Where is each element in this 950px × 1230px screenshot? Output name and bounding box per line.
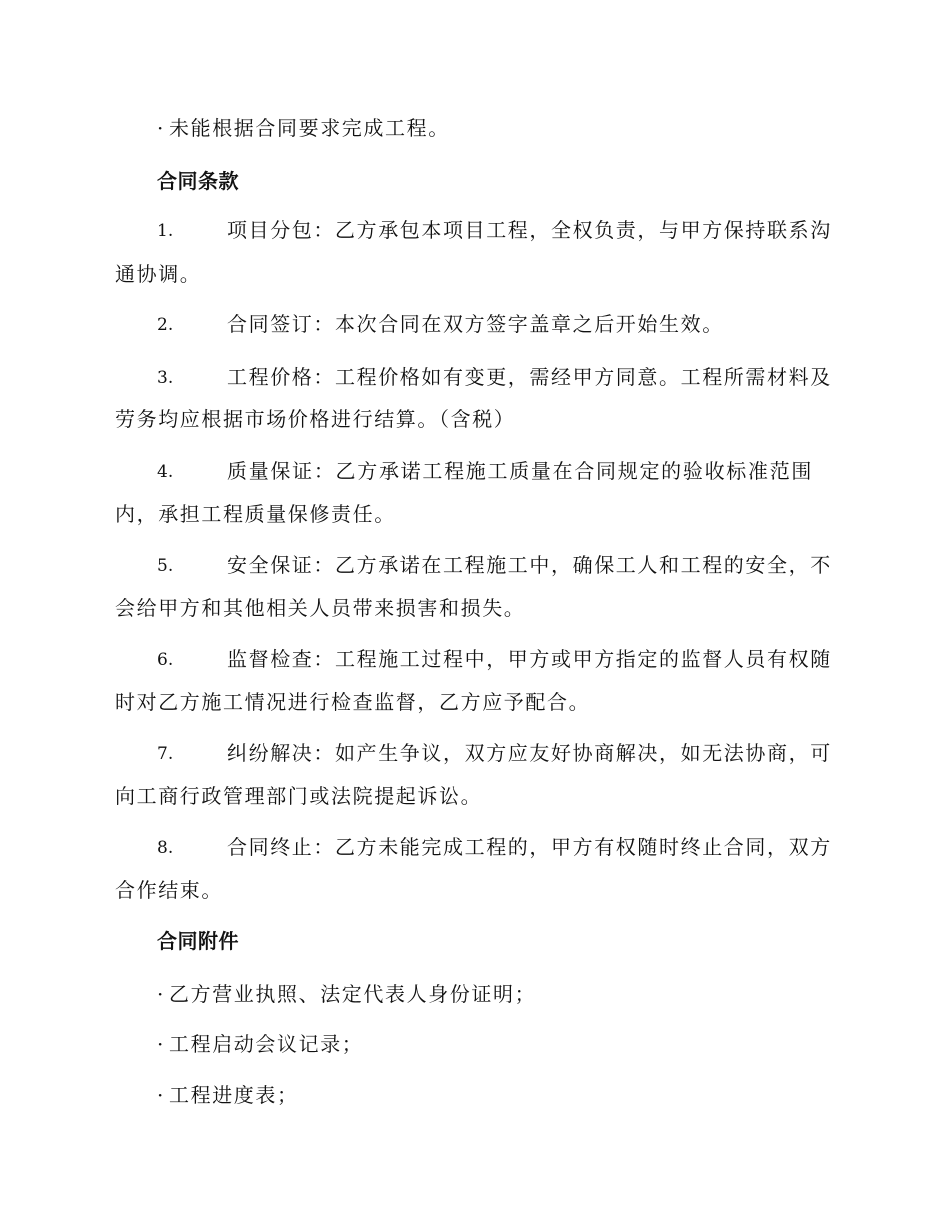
attachment-text: 乙方营业执照、法定代表人身份证明；	[169, 982, 537, 1006]
bullet-dot: ·	[157, 116, 165, 140]
term-text-continued: 劳务均应根据市场价格进行结算。（含税）	[115, 407, 516, 431]
term-text-continued: 内，承担工程质量保修责任。	[115, 502, 396, 526]
bullet-text: 未能根据合同要求完成工程。	[169, 116, 450, 140]
term-number: 6.	[157, 650, 174, 670]
term-number: 3.	[157, 368, 174, 388]
term-text-continued: 合作结束。	[115, 878, 223, 902]
term-number: 7.	[157, 744, 174, 764]
term-text: 安全保证：乙方承诺在工程施工中，确保工人和工程的安全，不	[227, 553, 832, 577]
attachment-item	[157, 1083, 299, 1107]
section-heading-attachments: 合同附件	[157, 929, 239, 953]
bullet-item-top	[157, 116, 450, 140]
term-text: 监督检查：工程施工过程中，甲方或甲方指定的监督人员有权随	[227, 647, 832, 671]
term-number: 2.	[157, 315, 174, 335]
term-text-continued: 向工商行政管理部门或法院提起诉讼。	[115, 784, 483, 808]
term-text: 合同终止：乙方未能完成工程的，甲方有权随时终止合同，双方	[227, 835, 832, 859]
term-number: 8.	[157, 838, 174, 858]
term-text: 工程价格：工程价格如有变更，需经甲方同意。工程所需材料及	[227, 365, 832, 389]
attachment-text: 工程进度表；	[169, 1083, 299, 1107]
bullet-dot: ·	[157, 982, 165, 1006]
attachment-text: 工程启动会议记录；	[169, 1032, 364, 1056]
attachment-item	[157, 1032, 363, 1056]
bullet-dot: ·	[157, 1083, 165, 1107]
section-heading-terms: 合同条款	[157, 169, 239, 193]
term-text: 项目分包：乙方承包本项目工程，全权负责，与甲方保持联系沟	[227, 218, 832, 242]
term-text: 合同签订：本次合同在双方签字盖章之后开始生效。	[227, 312, 724, 336]
term-text-continued: 时对乙方施工情况进行检查监督，乙方应予配合。	[115, 690, 591, 714]
term-number: 4.	[157, 462, 174, 482]
term-text-continued: 通协调。	[115, 262, 202, 286]
term-text: 纠纷解决：如产生争议，双方应友好协商解决，如无法协商，可	[227, 741, 832, 765]
attachment-item	[157, 982, 536, 1006]
bullet-dot: ·	[157, 1032, 165, 1056]
term-text-continued: 会给甲方和其他相关人员带来损害和损失。	[115, 596, 526, 620]
term-number: 5.	[157, 556, 174, 576]
term-number: 1.	[157, 221, 174, 241]
term-text: 质量保证：乙方承诺工程施工质量在合同规定的验收标准范围	[227, 459, 813, 483]
